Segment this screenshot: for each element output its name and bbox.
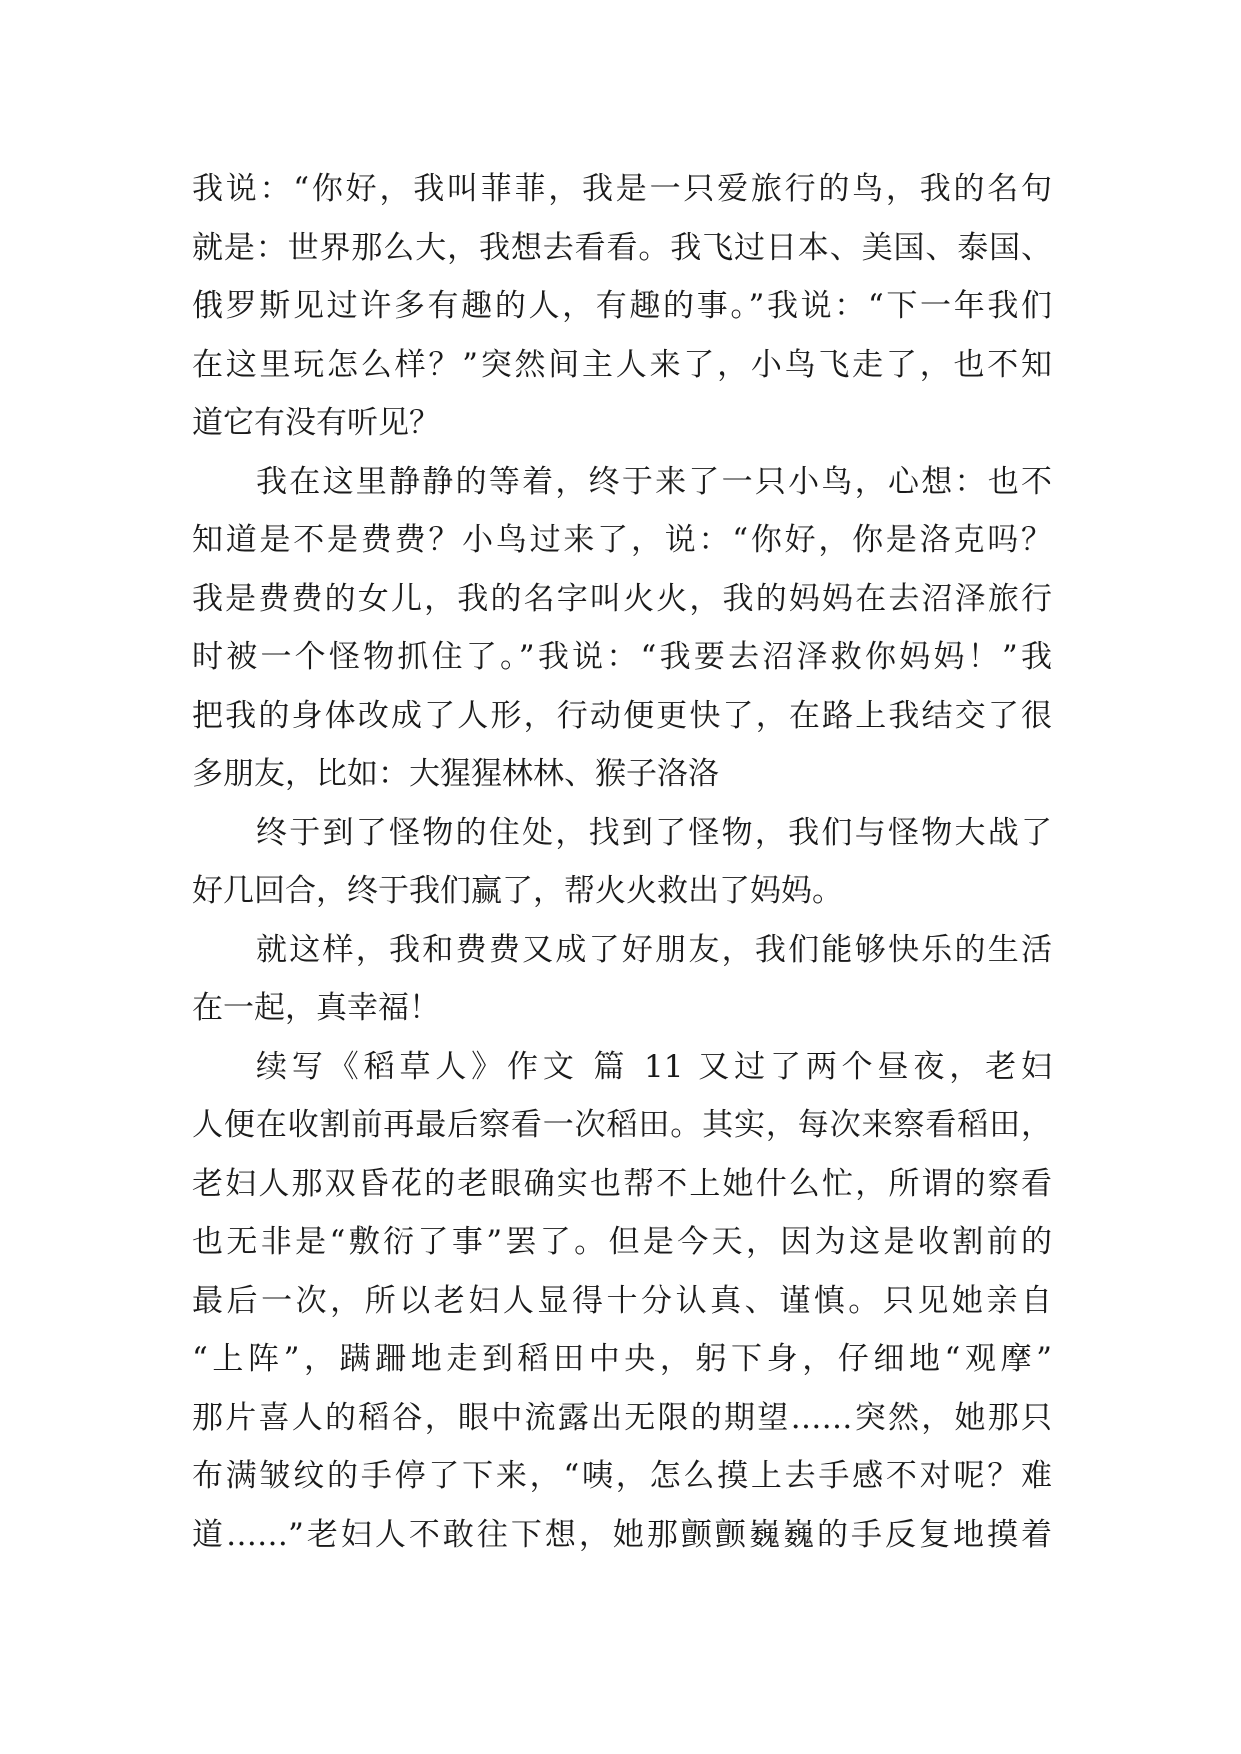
- text-line: 就这样，我和费费又成了好朋友，我们能够快乐的生活: [256, 931, 1052, 968]
- text-line: 道……”老妇人不敢往下想，她那颤颤巍巍的手反复地摸着: [192, 1516, 1052, 1553]
- text-line: 就是：世界那么大，我想去看看。我飞过日本、美国、泰国、: [192, 229, 1052, 266]
- text-line: 也无非是“敷衍了事”罢了。但是今天，因为这是收割前的: [192, 1224, 1052, 1260]
- text-line: 布满皱纹的手停了下来，“咦，怎么摸上去手感不对呢？难: [192, 1458, 1052, 1494]
- text-line: 终于到了怪物的住处，找到了怪物，我们与怪物大战了: [256, 814, 1052, 851]
- text-line: 我是费费的女儿，我的名字叫火火，我的妈妈在去沼泽旅行: [192, 580, 1052, 617]
- text-line: 多朋友，比如：大猩猩林林、猴子洛洛: [192, 756, 719, 792]
- text-line: 续写《稻草人》作文 篇 11 又过了两个昼夜，老妇: [256, 1048, 1052, 1085]
- text-line: 最后一次，所以老妇人显得十分认真、谨慎。只见她亲自: [192, 1282, 1052, 1319]
- text-line: 那片喜人的稻谷，眼中流露出无限的期望……突然，她那只: [192, 1399, 1052, 1436]
- text-line: “上阵”，蹒跚地走到稻田中央，躬下身，仔细地“观摩”: [192, 1341, 1052, 1377]
- text-line: 俄罗斯见过许多有趣的人，有趣的事。”我说：“下一年我们: [192, 288, 1052, 324]
- text-line: 把我的身体改成了人形，行动便更快了，在路上我结交了很: [192, 697, 1052, 734]
- text-line: 时被一个怪物抓住了。”我说：“我要去沼泽救你妈妈！”我: [192, 639, 1052, 675]
- text-line: 我在这里静静的等着，终于来了一只小鸟，心想：也不: [256, 463, 1052, 500]
- text-line: 我说：“你好，我叫菲菲，我是一只爱旅行的鸟，我的名句: [192, 171, 1052, 207]
- text-line: 在一起，真幸福！: [192, 990, 440, 1026]
- text-line: 人便在收割前再最后察看一次稻田。其实，每次来察看稻田，: [192, 1107, 1052, 1143]
- text-line: 在这里玩怎么样？”突然间主人来了，小鸟飞走了，也不知: [192, 346, 1052, 383]
- text-line: 老妇人那双昏花的老眼确实也帮不上她什么忙，所谓的察看: [192, 1165, 1052, 1202]
- text-line: 知道是不是费费？小鸟过来了，说：“你好，你是洛克吗？: [192, 522, 1052, 558]
- text-line: 道它有没有听见？: [192, 405, 440, 441]
- body-text: [192, 160, 1052, 1564]
- text-line: 好几回合，终于我们赢了，帮火火救出了妈妈。: [192, 873, 843, 909]
